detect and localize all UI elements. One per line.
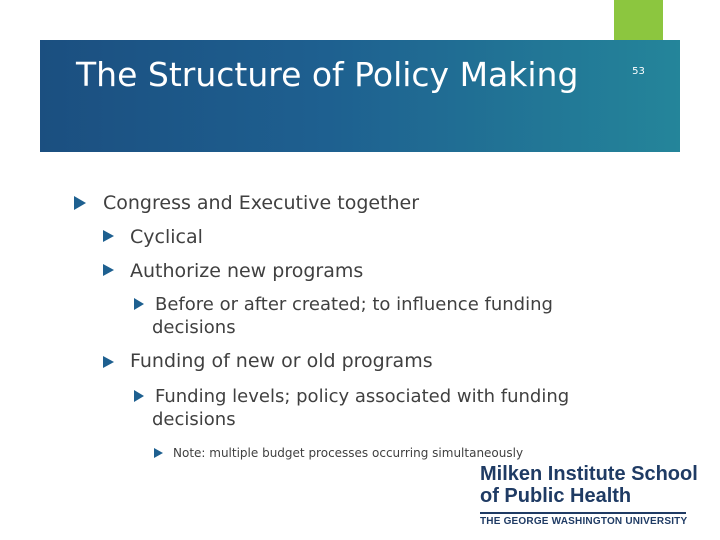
logo-divider (480, 512, 686, 514)
bullet-text: Congress and Executive together (103, 192, 420, 214)
bullet-arrow-icon (103, 356, 114, 368)
bullet-arrow-icon (154, 448, 163, 458)
logo-line-school: Milken Institute School (480, 463, 698, 485)
bullet-arrow-icon (103, 230, 114, 242)
slide-number: 53 (632, 66, 645, 77)
bullet-text: Cyclical (130, 226, 203, 248)
bullet-arrow-icon (134, 390, 144, 402)
bullet-text: Note: multiple budget processes occurring simultaneously (173, 446, 524, 460)
milken-institute-logo (478, 460, 698, 530)
slide-title: The Structure of Policy Making (76, 55, 579, 94)
bullet-text: Authorize new programs (130, 260, 364, 282)
bullet-arrow-icon (74, 196, 86, 210)
logo-line-university: THE GEORGE WASHINGTON UNIVERSITY (480, 516, 688, 527)
logo-line-public-health: of Public Health (480, 485, 632, 507)
bullet-text: Funding of new or old programs (130, 350, 433, 372)
bullet-text: Funding levels; policy associated with funding decisions (152, 386, 570, 430)
bullet-arrow-icon (134, 298, 144, 310)
bullet-arrow-icon (103, 264, 114, 276)
bullet-text: Before or after created; to influence funding decisions (152, 294, 553, 338)
